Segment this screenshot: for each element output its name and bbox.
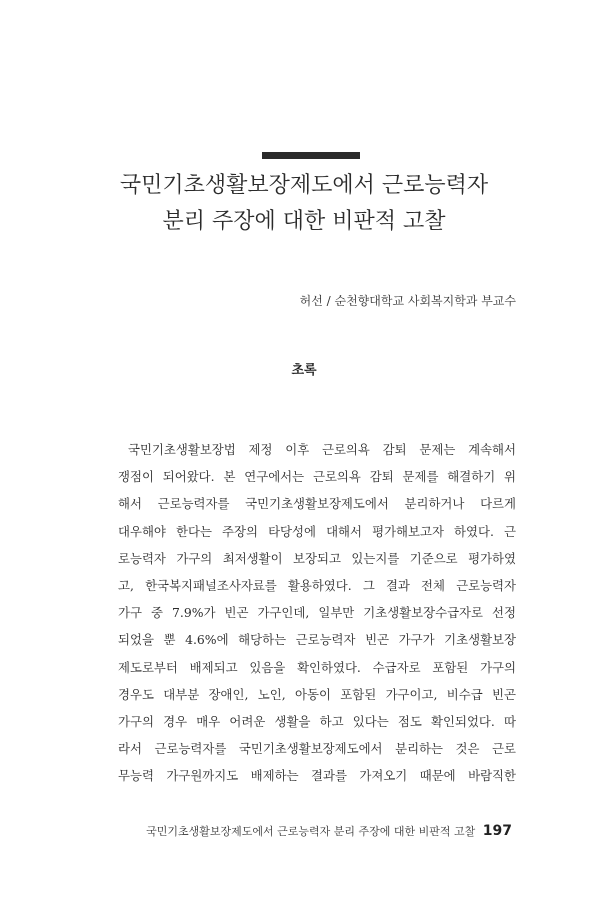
abstract-line: 대우해야 한다는 주장의 타당성에 대해서 평가해보고자 하였다. 근 [118,523,516,539]
title-rule [262,152,360,159]
abstract-line: 쟁점이 되어왔다. 본 연구에서는 근로의욕 감퇴 문제를 해결하기 위 [118,469,516,485]
article-title [40,168,568,240]
abstract-body [118,436,516,790]
abstract-line: 되었을 뿐 4.6%에 해당하는 근로능력자 빈곤 가구가 기초생활보장 [118,632,516,648]
abstract-line: 로능력자 가구의 최저생활이 보장되고 있는지를 기준으로 평가하였 [118,550,516,566]
abstract-line: 라서 근로능력자를 국민기초생활보장제도에서 분리하는 것은 근로 [118,741,516,757]
page-number: 197 [482,823,512,839]
title-line: 국민기초생활보장제도에서 근로능력자 [119,173,489,198]
abstract-line: 해서 근로능력자를 국민기초생활보장제도에서 분리하거나 다르게 [118,496,516,512]
title-line: 분리 주장에 대한 비판적 고찰 [162,209,446,234]
running-title: 국민기초생활보장제도에서 근로능력자 분리 주장에 대한 비판적 고찰 [146,825,476,838]
abstract-line: 무능력 가구원까지도 배제하는 결과를 가져오기 때문에 바람직한 [118,768,516,784]
abstract-line: 가구 중 7.9%가 빈곤 가구인데, 일부만 기초생활보장수급자로 선정 [118,605,516,621]
abstract-line: 제도로부터 배제되고 있음을 확인하였다. 수급자로 포함된 가구의 [118,659,516,675]
abstract-line: 국민기초생활보장법 제정 이후 근로의욕 감퇴 문제는 계속해서 [128,442,516,457]
abstract-line: 고, 한국복지패널조사자료를 활용하였다. 그 결과 전체 근로능력자 [118,578,516,594]
abstract-line: 가구의 경우 매우 어려운 생활을 하고 있다는 점도 확인되었다. 따 [118,714,516,730]
abstract-heading: 초록 [291,363,317,378]
author-affiliation: 허선 / 순천향대학교 사회복지학과 부교수 [299,294,516,308]
abstract-line: 경우도 대부분 장애인, 노인, 아동이 포함된 가구이고, 비수급 빈곤 [118,686,516,702]
page-footer [146,822,512,841]
